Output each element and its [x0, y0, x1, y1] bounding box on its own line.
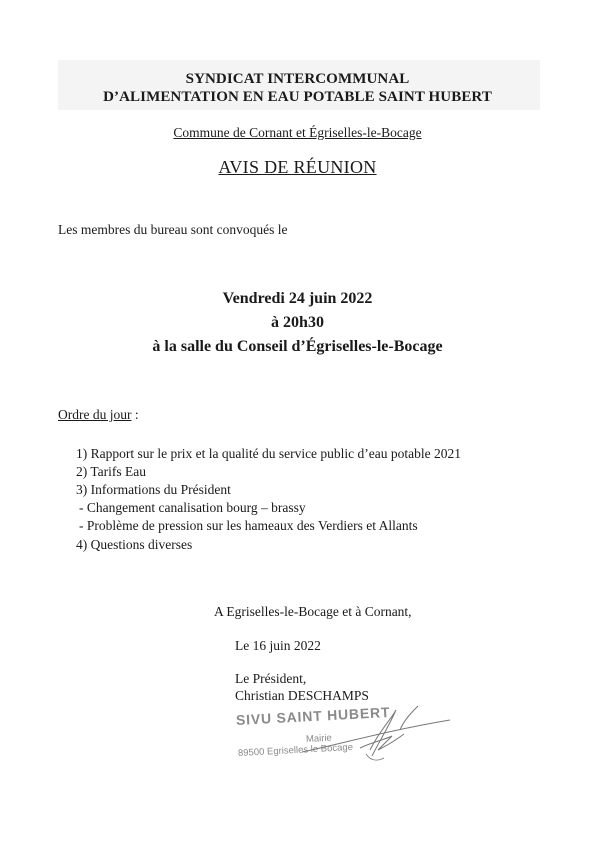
closing-date: Le 16 juin 2022: [235, 638, 321, 653]
agenda-subitem-2: - Problème de pression sur les hameaux des Verdiers et Allants: [79, 518, 418, 533]
org-name-line-2: D’ALIMENTATION EN EAU POTABLE SAINT HUBERT: [103, 89, 492, 105]
agenda-title-colon: :: [131, 407, 139, 422]
notice-title: AVIS DE RÉUNION: [218, 157, 377, 177]
stamp-name: SIVU SAINT HUBERT: [235, 703, 391, 728]
agenda-title: Ordre du jour: [58, 407, 132, 422]
signatory-name: Christian DESCHAMPS: [235, 688, 369, 703]
stamp-address: 89500 Egriselles le Bocage: [237, 741, 354, 759]
meeting-date: Vendredi 24 juin 2022: [222, 290, 373, 307]
agenda-heading: [58, 406, 139, 424]
org-name-line-1: SYNDICAT INTERCOMMUNAL: [185, 71, 410, 87]
agenda-item-1: 1) Rapport sur le prix et la qualité du service public d’eau potable 2021: [76, 446, 462, 461]
meeting-place: à la salle du Conseil d’Égriselles-le-Bocage: [152, 338, 443, 355]
closing-place: A Egriselles-le-Bocage et à Cornant,: [214, 604, 412, 619]
agenda-item-2: 2) Tarifs Eau: [76, 464, 147, 479]
agenda-item-3: 3) Informations du Président: [76, 482, 231, 497]
handwritten-signature: [300, 700, 460, 780]
meeting-time: à 20h30: [271, 314, 324, 331]
communes-line: Commune de Cornant et Égriselles-le-Bocage: [173, 125, 422, 140]
agenda-item-4: 4) Questions diverses: [76, 537, 193, 552]
convocation-text: Les membres du bureau sont convoqués le: [58, 222, 288, 237]
stamp-mairie: Mairie: [305, 732, 333, 745]
signatory-role: Le Président,: [235, 671, 307, 686]
agenda-subitem-1: - Changement canalisation bourg – brassy: [79, 500, 306, 515]
